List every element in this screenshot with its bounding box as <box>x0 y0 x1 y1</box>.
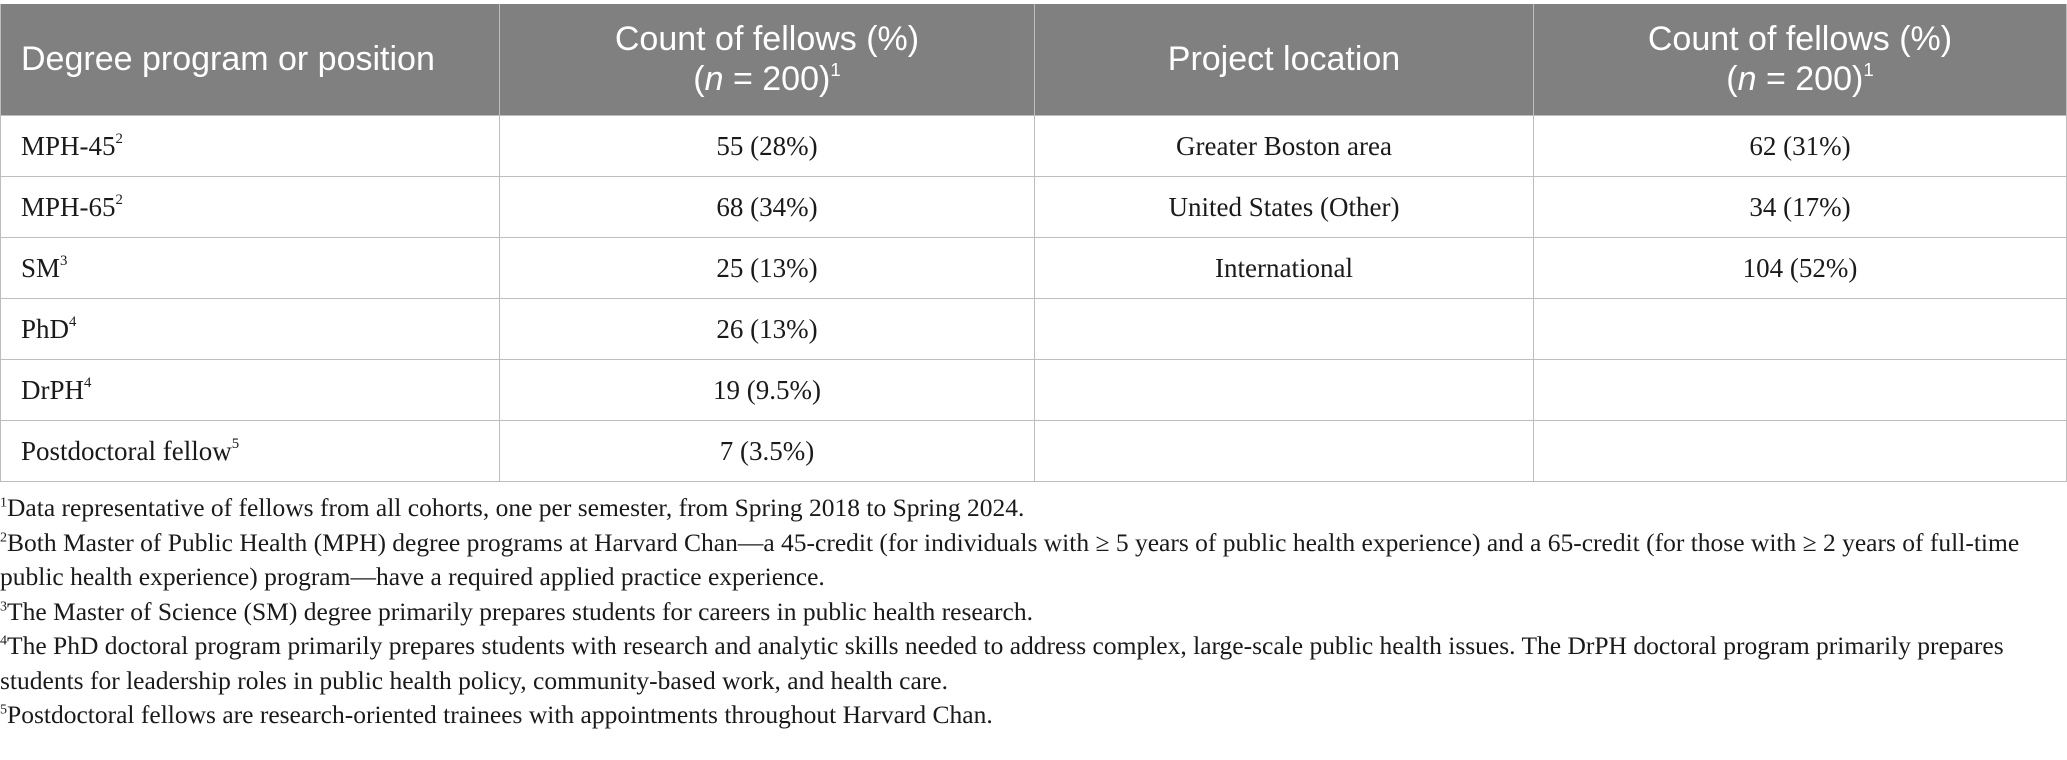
location-cell <box>1035 298 1534 359</box>
program-footnote-mark: 2 <box>115 131 123 148</box>
program-name: PhD <box>21 313 70 344</box>
footnote <box>0 491 2060 526</box>
program-cell <box>1 115 500 176</box>
footnote-text: Both Master of Public Health (MPH) degree programs at Harvard Chan—a 45-credit (for individuals with ≥ 5 years of public health experience) and a 65-credit (for those with ≥ 2 years of full-time public health experience) program—have a required applied practice experience. <box>0 527 2020 591</box>
header-label: Project location <box>1167 40 1401 79</box>
location-cell: International <box>1035 237 1534 298</box>
table-row <box>1 298 2067 359</box>
header-n-value: = 200) <box>1756 60 1864 99</box>
footnote-mark: 5 <box>0 702 8 718</box>
header-n-symbol: n <box>1737 60 1757 99</box>
location-cell: Greater Boston area <box>1035 115 1534 176</box>
fellows-table <box>0 4 2067 482</box>
program-name: Postdoctoral fellow <box>21 435 232 466</box>
location-count-cell: 104 (52%) <box>1534 237 2067 298</box>
program-count-cell: 7 (3.5%) <box>500 420 1035 481</box>
footnote-text: Postdoctoral fellows are research-oriented trainees with appointments throughout Harvard Chan. <box>7 700 993 729</box>
program-name: DrPH <box>21 374 85 405</box>
footnote-mark: 4 <box>0 633 8 649</box>
footnote <box>0 698 2060 733</box>
program-name: MPH-45 <box>21 130 116 161</box>
program-footnote-mark: 5 <box>231 436 240 453</box>
footnote <box>0 595 2060 630</box>
footnote <box>0 526 2060 595</box>
footnote-text: The PhD doctoral program primarily prepares students with research and analytic skills needed to address complex, large-scale public health issues. The DrPH doctoral program primarily prepares students for leadership roles in public health policy, community-based work, and health care. <box>0 631 2004 695</box>
header-footnote-mark: 1 <box>830 59 841 81</box>
location-cell <box>1035 420 1534 481</box>
header-label: Degree program or position <box>21 40 435 79</box>
header-label: Count of fellows (%) <box>614 20 920 59</box>
location-cell: United States (Other) <box>1035 176 1534 237</box>
program-footnote-mark: 4 <box>69 314 77 331</box>
program-cell <box>1 298 500 359</box>
program-count-cell: 55 (28%) <box>500 115 1035 176</box>
header-degree-program <box>1 4 500 115</box>
table-body <box>1 115 2067 481</box>
program-footnote-mark: 2 <box>115 192 123 209</box>
program-cell <box>1 359 500 420</box>
footnote-text: Data representative of fellows from all cohorts, one per semester, from Spring 2018 to Spring 2024. <box>7 493 1025 522</box>
footnote-mark: 2 <box>0 530 8 545</box>
header-label: Count of fellows (%) <box>1647 20 1953 59</box>
location-count-cell: 62 (31%) <box>1534 115 2067 176</box>
table-row <box>1 237 2067 298</box>
table-row <box>1 176 2067 237</box>
location-cell <box>1035 359 1534 420</box>
program-footnote-mark: 4 <box>84 375 92 392</box>
header-n-symbol: n <box>704 60 724 99</box>
table-row <box>1 420 2067 481</box>
program-name: SM <box>21 252 61 283</box>
footnote-text: The Master of Science (SM) degree primarily prepares students for careers in public health research. <box>7 596 1033 626</box>
table-footnotes <box>0 491 2060 733</box>
program-count-cell: 68 (34%) <box>500 176 1035 237</box>
header-row <box>1 4 2067 115</box>
location-count-cell <box>1534 359 2067 420</box>
footnote <box>0 629 2060 698</box>
table-row <box>1 115 2067 176</box>
program-cell <box>1 237 500 298</box>
program-count-cell: 26 (13%) <box>500 298 1035 359</box>
location-count-cell <box>1534 420 2067 481</box>
program-footnote-mark: 3 <box>60 253 68 270</box>
header-project-location <box>1035 4 1534 115</box>
program-cell <box>1 420 500 481</box>
header-program-count: Count of fellows (%) (n = 200)$^1$ <box>500 4 1035 115</box>
table-row <box>1 359 2067 420</box>
location-count-cell: 34 (17%) <box>1534 176 2067 237</box>
program-count-cell: 25 (13%) <box>500 237 1035 298</box>
location-count-cell <box>1534 298 2067 359</box>
program-cell <box>1 176 500 237</box>
header-n-value: = 200) <box>723 60 831 99</box>
header-location-count: Count of fellows (%) (n = 200)$^1$ <box>1534 4 2067 115</box>
footnote-mark: 1 <box>0 495 8 511</box>
footnote-mark: 3 <box>0 599 8 614</box>
program-name: MPH-65 <box>21 191 116 222</box>
program-count-cell: 19 (9.5%) <box>500 359 1035 420</box>
header-footnote-mark: 1 <box>1863 59 1874 81</box>
table-header <box>1 4 2067 115</box>
